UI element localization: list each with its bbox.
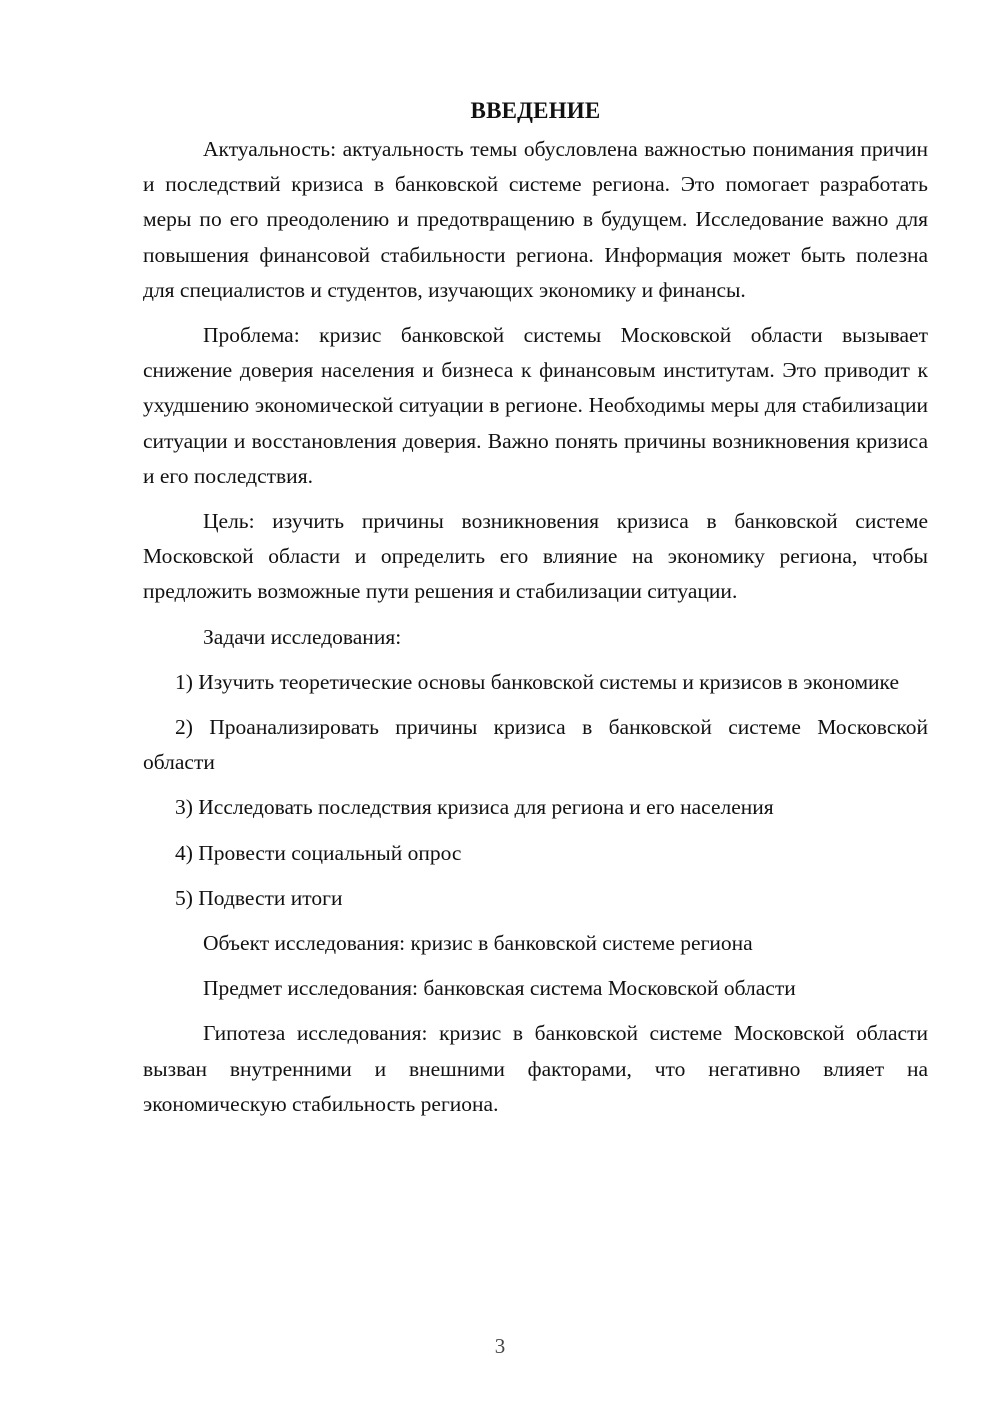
- paragraph-subject: Предмет исследования: банковская система Московской области: [203, 976, 796, 1001]
- paragraph-relevance: Актуальность: актуальность темы обусловлена важностью понимания причин и последствий кризиса в банковской системе региона. Это помогает разработать меры по его преодолению и предотвращению в будущем. Исследование важно для повышения финансовой стабильности региона. Информация может быть полезна для специалистов и студентов, изучающих экономику и финансы.: [143, 137, 928, 302]
- paragraph-problem: Проблема: кризис банковской системы Московской области вызывает снижение доверия населения и бизнеса к финансовым институтам. Это приводит к ухудшению экономической ситуации в регионе. Необходимы меры для стабилизации ситуации и восстановления доверия. Важно понять причины возникновения кризиса и его последствия.: [143, 323, 928, 488]
- page-title: ВВЕДЕНИЕ: [470, 98, 601, 123]
- page-content: [143, 94, 928, 1122]
- tasks-heading: Задачи исследования:: [203, 624, 402, 649]
- task-item-4: 4) Провести социальный опрос: [175, 840, 462, 865]
- task-item-5: 5) Подвести итоги: [175, 885, 343, 910]
- task-item-1: 1) Изучить теоретические основы банковской системы и кризисов в экономике: [175, 669, 900, 694]
- paragraph-hypothesis: Гипотеза исследования: кризис в банковской системе Московской области вызван внутренними и внешними факторами, что негативно влияет на экономическую стабильность региона.: [143, 1021, 928, 1116]
- page-number: 3: [494, 1334, 506, 1358]
- task-item-3: 3) Исследовать последствия кризиса для региона и его населения: [175, 795, 774, 820]
- paragraph-goal: Цель: изучить причины возникновения кризиса в банковской системе Московской области и определить его влияние на экономику региона, чтобы предложить возможные пути решения и стабилизации ситуации.: [143, 509, 928, 604]
- paragraph-object: Объект исследования: кризис в банковской системе региона: [203, 931, 753, 956]
- task-item-2: 2) Проанализировать причины кризиса в банковской системе Московской области: [143, 715, 928, 775]
